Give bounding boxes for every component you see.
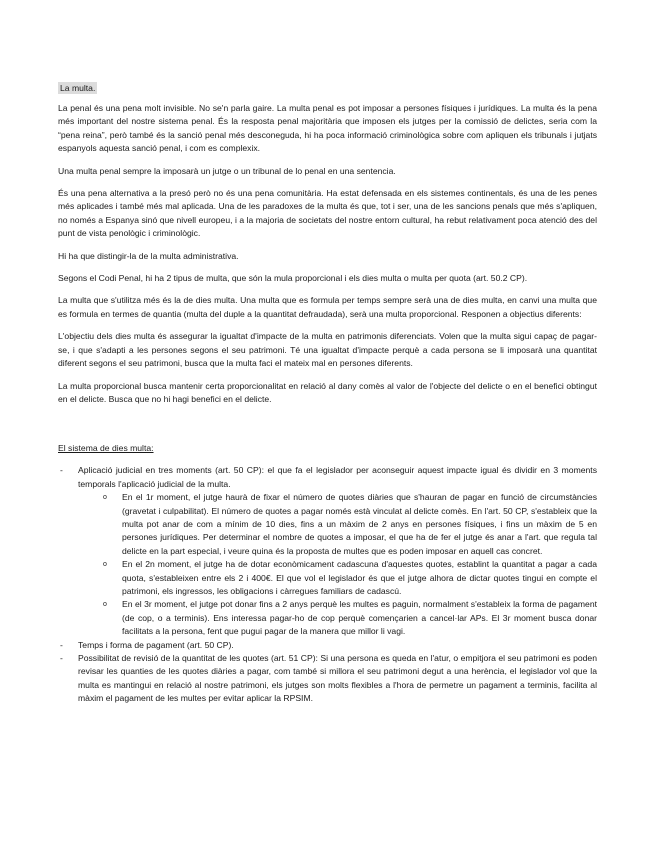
circle-bullet: o <box>103 561 107 569</box>
circle-bullet: o <box>103 494 107 502</box>
list-item <box>58 639 597 652</box>
list-item-text: Aplicació judicial en tres moments (art. 50 CP): el que fa el legislador per aconseguir aquest impacte igual és dividir en 3 moments temporals l'aplicació judicial de la multa. <box>78 465 597 489</box>
sub-list-item <box>100 598 597 638</box>
paragraph-3: És una pena alternativa a la presó però no és una pena comunitària. Ha estat defensada en els sistemes continentals, és una de les penes més aplicades i també més mal aplicada. Una de les paradoxes de la multa és que, tot i ser, una de les sancions penals que més s'apliquen, no només a Espanya sinó que nivell europeu, i a la majoria de societats del nostre entorn cultural, ha rebut relativament poca atenció des del punt de vista penològic i criminològic. <box>58 188 597 239</box>
sub-list-item <box>100 491 597 558</box>
sub-list-item-text: En el 3r moment, el jutge pot donar fins a 2 anys perquè les multes es paguin, normalment s'estableix la forma de pagament (de cop, o a terminis). Ens interessa pagar-ho de cop perquè començarien a cancel·lar APs. El 3r moment busca donar facilitats a la persona, fent que pugui pagar de la manera que millor li vagi. <box>122 599 597 637</box>
paragraph-2: Una multa penal sempre la imposarà un jutge o un tribunal de lo penal en una sentencia. <box>58 165 396 176</box>
paragraph-7: L'objectiu dels dies multa és assegurar la igualtat d'impacte de la multa en patrimonis diferenciats. Volen que la multa sigui capaç de pagar-se, i que s'adapti a les persones segons el seu patrimoni. Té una igualtat d'impacte perquè a cada persona se li imposarà una quantitat diferent segons el seu patrimoni, busca que la multa faci el mateix mal en persones diferents. <box>58 331 597 369</box>
sub-list-item <box>100 558 597 598</box>
dash-bullet: - <box>60 639 63 650</box>
paragraph-8: La multa proporcional busca mantenir certa proporcionalitat en relació al dany comès al valor de l'objecte del delicte o en el benefici obtingut en el delicte. Busca que no hi hagi benefici en el delicte. <box>58 380 597 404</box>
list-item-text: Possibilitat de revisió de la quantitat de les quotes (art. 51 CP): Si una persona es queda en l'atur, o empitjora el seu patrimoni es poden revisar les quanties de les quotes diàries a pagar, com també si millora el seu patrimoni degut a una herència, el legislador vol que la multa es mantingui en relació al nostre patrimoni, els jutges son molts flexibles a l'hora de permetre un pagament a terminis, facilita al màxim el pagament de les multes per evitar aplicar la RPSIM. <box>78 653 597 704</box>
sub-list-item-text: En el 1r moment, el jutge haurà de fixar el número de quotes diàries que s'hauran de pagar en funció de circumstàncies (gravetat i culpabilitat). El número de quotes a pagar només està vinculat al delicte comès. En l'art. 50 CP, s'estableix que la multa pot anar de com a mínim de 10 dies, fins a un màxim de 2 anys en persones físiques, i fins un màxim de 5 en persones jurídiques. Per determinar el nombre de quotes a imposar, el que ha de fer el jutge és anar a l'art. que regula tal delicte en la part especial, i veure quina és la proposta de multes que es poden imposar en aquell cas concret. <box>122 492 597 556</box>
dash-bullet: - <box>60 465 63 476</box>
sub-list <box>78 491 597 638</box>
dash-bullet: - <box>60 653 63 663</box>
paragraph-5: Segons el Codi Penal, hi ha 2 tipus de multa, que són la mula proporcional i els dies multa o multa per quota (art. 50.2 CP). <box>58 273 528 284</box>
section-title: El sistema de dies multa: <box>58 443 154 454</box>
list-item-text: Temps i forma de pagament (art. 50 CP). <box>78 639 234 650</box>
main-list <box>58 464 597 705</box>
circle-bullet: o <box>103 601 107 609</box>
paragraph-6: La multa que s'utilitza més és la de dies multa. Una multa que es formula per temps sempre serà una de dies multa, en canvi una multa que es formula en termes de quantia (multa del duple a la quantitat defraudada), serà una multa proporcional. Responen a objectius diferents: <box>58 295 597 319</box>
paragraph-1: La penal és una pena molt invisible. No se'n parla gaire. La multa penal es pot imposar a persones físiques i jurídiques. La multa és la pena més important del nostre sistema penal. És la resposta penal majoritària que imposen els jutges per la comissió de delictes, seria com la “pena reina”, però també és la sanció penal més desconeguda, hi ha poca informació criminològica sobre com apliquen els tribunals i jutjats espanyols aquesta sanció penal, i com es complexix. <box>58 103 597 154</box>
list-item <box>58 464 597 638</box>
document-title: La multa. <box>60 83 96 93</box>
sub-list-item-text: En el 2n moment, el jutge ha de dotar econòmicament cadascuna d'aquestes quotes, establint la quantitat a pagar a cada quota, s'estableixen entre els 2 i 400€. El que vol el legislador és que el jutge alhora de dictar quotes tingui en compte el patrimoni, els ingressos, les obligacions i càrregues familiars de cadascú. <box>122 559 597 596</box>
paragraph-4: Hi ha que distingir-la de la multa administrativa. <box>58 250 239 261</box>
list-item <box>58 652 597 706</box>
